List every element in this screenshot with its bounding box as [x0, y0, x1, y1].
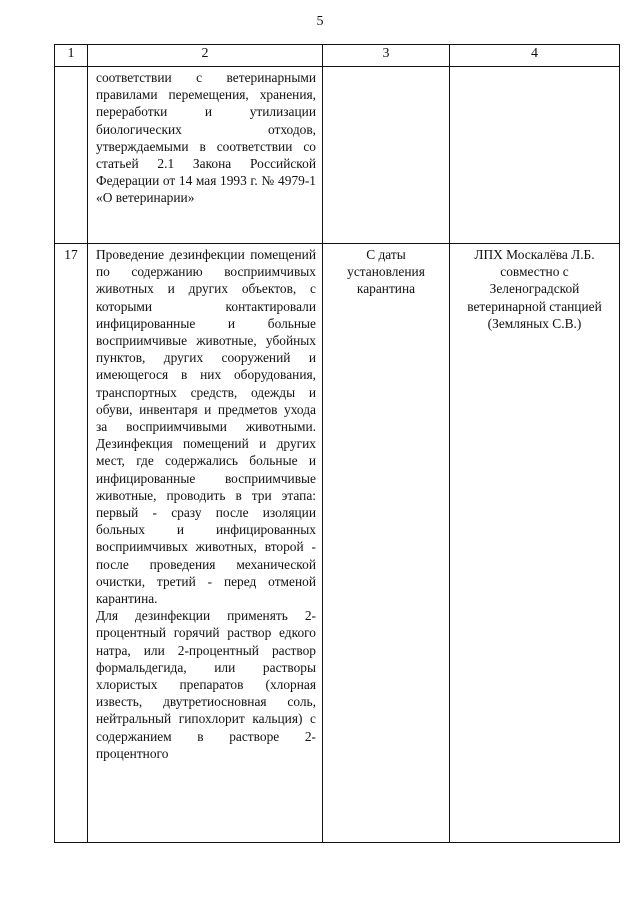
- header-cell-1: 1: [55, 45, 88, 67]
- responsible-cell: [450, 244, 620, 843]
- row-number-cell: [55, 67, 88, 244]
- measures-table: [54, 44, 620, 843]
- row-number-cell: 17: [55, 244, 88, 843]
- header-cell-4: 4: [450, 45, 620, 67]
- responsible-cell: [450, 67, 620, 244]
- action-paragraph: Для дезинфекции применять 2-процентный горячий раствор едкого натра, или 2-процентный раствор формальдегида, или растворы хлористых препаратов (хлорная известь, двутретиосновная соль, нейтральный гипохлорит кальция) с содержанием в растворе 2-процентного: [96, 608, 316, 761]
- header-cell-3: 3: [323, 45, 450, 67]
- action-cell: [88, 244, 323, 843]
- table-row: [55, 244, 620, 843]
- responsible-line: ЛПХ Москалёва Л.Б.: [474, 247, 595, 262]
- action-paragraph: соответствии с ветеринарными правилами перемещения, хранения, переработки и утилизации биологических отходов, утверждаемыми в соответствии со статьей 2.1 Закона Российской Федерации от 14 мая 1993 г. № 4979-1 «О ветеринарии»: [96, 70, 316, 206]
- action-cell: [88, 67, 323, 244]
- table-row: [55, 67, 620, 244]
- term-line: установления: [347, 264, 425, 280]
- header-cell-2: 2: [88, 45, 323, 67]
- term-cell: [323, 67, 450, 244]
- table-header-row: [55, 45, 620, 67]
- responsible-line: ветеринарной станцией: [467, 298, 602, 314]
- responsible-line: совместно с: [500, 264, 569, 280]
- term-line: С даты: [366, 247, 406, 262]
- term-cell: [323, 244, 450, 843]
- responsible-line: Зеленоградской: [489, 281, 580, 297]
- responsible-line: (Земляных С.В.): [487, 315, 582, 331]
- action-paragraph: Проведение дезинфекции помещений по содержанию восприимчивых животных и других объектов, с которыми контактировали инфицированные и больные восприимчивые животные, убойных пунктов, других сооружений и имеющегося в них оборудования, транспортных средств, одежды и обуви, инвентаря и предметов ухода за восприимчивыми животными. Дезинфекция помещений и других мест, где содержались больные и инфицированные восприимчивые животные, проводить в три этапа: первый - сразу после изоляции больных и инфицированных восприимчивых животных, второй - после проведения механической очистки, третий - перед отменой карантина.: [96, 247, 316, 607]
- page-number: 5: [316, 14, 324, 29]
- term-line: карантина: [356, 281, 416, 297]
